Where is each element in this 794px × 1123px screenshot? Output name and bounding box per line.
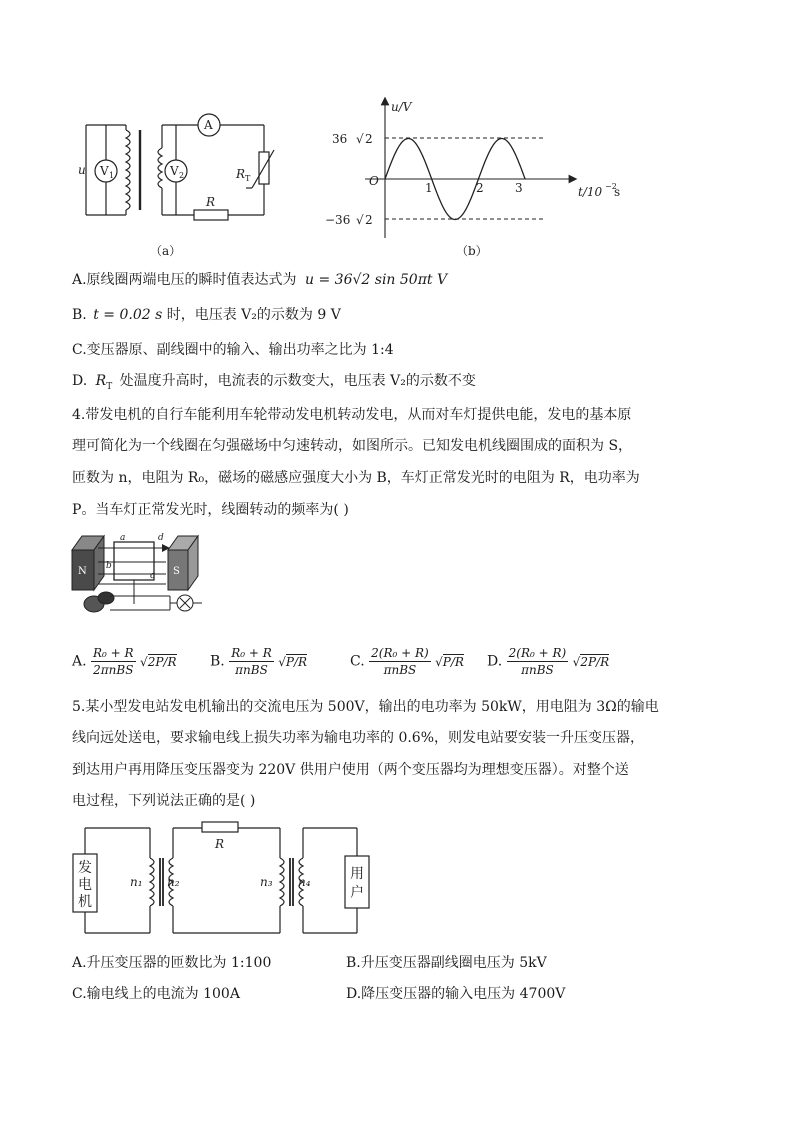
fig-a-r-label: R: [206, 195, 216, 209]
q4-stem-line-1: 4.带发电机的自行车能利用车轮带动发电机转动发电，从而对车灯提供电能，发电的基本原: [72, 407, 632, 423]
q3-option-d: [72, 371, 476, 397]
fig-b-origin: O: [369, 174, 379, 188]
q4-option-d-num: 2(R₀ + R): [508, 646, 567, 660]
fig-a-u-label: u: [78, 163, 86, 177]
fig-b-y-neg-rad: 2: [365, 213, 373, 227]
q5-option-a: A.升压变压器的匝数比为 1:100: [72, 955, 272, 971]
q3-option-b-pre: B.: [72, 307, 87, 323]
q5-stem-line-3: 到达用户再用降压变压器变为 220V 供用户使用（两个变压器均为理想变压器）。对整个送: [72, 762, 629, 778]
q5-fig-gen-2: 电: [78, 877, 92, 893]
fig-b-tick-2: 2: [476, 181, 484, 195]
q3-option-d-rt-sub: T: [106, 381, 113, 392]
q4-option-a: [72, 645, 177, 678]
q3-option-d-pre: D.: [72, 373, 88, 389]
fig-b-x-axis-unit: s: [614, 185, 621, 199]
q4-option-d-fraction: [507, 645, 569, 678]
q5-stem-line-4: 电过程，下列说法正确的是( ): [72, 793, 256, 809]
q4-option-d: [487, 645, 609, 678]
fig-b-y-pos-rad: 2: [365, 132, 373, 146]
q4-option-c-label: C.: [350, 653, 365, 670]
q4-option-b-sqrt: √P/R: [278, 654, 308, 669]
q3-option-d-rt: R: [95, 373, 107, 389]
q4-option-a-num: R₀ + R: [93, 646, 134, 660]
fig-b-caption: （b）: [456, 244, 488, 258]
q4-option-b-den: πnBS: [235, 663, 268, 677]
fig-b-y-pos: 36: [332, 132, 348, 146]
q4-option-b-fraction: [229, 645, 274, 678]
q4-stem-line-4: P。当车灯正常发光时，线圈转动的频率为( ): [72, 502, 349, 518]
q4-fig-a: a: [120, 533, 126, 543]
q5-fig-n1: n₁: [130, 875, 143, 889]
fig-b-x-axis-exp: −2: [605, 182, 617, 191]
q4-option-d-sqrt: √2P/R: [572, 654, 610, 669]
fig-b-y-axis-label: u/V: [391, 100, 412, 114]
q4-option-c-num: 2(R₀ + R): [371, 646, 429, 660]
fig-b-y-neg-sqrt: √: [356, 213, 364, 227]
q4-option-c: [350, 645, 464, 678]
q4-option-b: [210, 645, 307, 678]
q5-stem-line-1: 5.某小型发电站发电机输出的交流电压为 500V，输出的电功率为 50kW，用电阻为 3Ω的输电: [72, 699, 659, 715]
q5-fig-gen-3: 机: [78, 894, 92, 910]
q5-fig-r: R: [215, 837, 225, 851]
fig-a-caption: （a）: [150, 244, 182, 258]
q4-option-c-den: πnBS: [383, 663, 417, 677]
q4-option-d-label: D.: [487, 653, 503, 670]
q3-option-a-text: A.原线圈两端电压的瞬时值表达式为: [72, 272, 297, 288]
q3-option-a-expr: u = 36√2 sin 50πt V: [305, 272, 448, 288]
fig-a-v1-sub: 1: [109, 171, 115, 180]
q3-option-c: C.变压器原、副线圈中的输入、输出功率之比为 1:4: [72, 342, 394, 358]
figure-b-sine-graph: [325, 95, 625, 245]
q4-option-b-rad: P/R: [285, 654, 308, 669]
q3-option-b-time: t = 0.02 s: [93, 307, 163, 323]
q4-fig-b: b: [106, 561, 112, 571]
fig-a-v2-label: V: [170, 164, 179, 178]
q4-fig-s: S: [173, 566, 180, 577]
q4-generator-figure: [70, 528, 210, 633]
q5-fig-gen-1: 发: [78, 860, 92, 876]
q5-fig-user-2: 户: [350, 885, 364, 901]
q4-stem-line-3: 匝数为 n，电阻为 R₀，磁场的磁感应强度大小为 B，车灯正常发光时的电阻为 R，电功率为: [72, 470, 640, 486]
q3-option-b-post: 时，电压表 V₂的示数为 9 V: [166, 307, 341, 323]
q5-fig-n3: n₃: [260, 875, 273, 889]
fig-a-rt-sub: T: [245, 174, 251, 183]
fig-a-v1-label: V: [100, 164, 109, 178]
q5-transmission-circuit: [70, 818, 380, 943]
q5-stem-line-2: 线向远处送电，要求输电线上损失功率为输电功率的 0.6%，则发电站要安装一升压变压器，: [72, 730, 645, 746]
q4-option-a-den: 2πnBS: [93, 663, 134, 677]
q4-option-c-rad: P/R: [442, 654, 464, 669]
q4-option-a-label: A.: [72, 653, 87, 670]
q5-option-d: D.降压变压器的输入电压为 4700V: [346, 986, 566, 1002]
q4-option-c-sqrt: √P/R: [435, 654, 464, 669]
q4-option-a-fraction: [91, 645, 136, 678]
q4-option-a-sqrt: √2P/R: [140, 654, 177, 669]
q4-option-c-fraction: [369, 645, 431, 678]
q5-option-c: C.输电线上的电流为 100A: [72, 986, 240, 1002]
fig-a-v2-sub: 2: [179, 171, 185, 180]
fig-b-tick-3: 3: [515, 181, 523, 195]
q4-fig-d: d: [158, 533, 164, 543]
fig-a-ammeter-label: A: [204, 118, 213, 132]
q3-option-b: [72, 305, 341, 325]
q4-option-d-rad: 2P/R: [580, 654, 610, 669]
fig-b-x-axis-label: t/10: [578, 185, 603, 199]
q3-option-a: [72, 270, 447, 290]
q5-fig-user-1: 用: [350, 866, 364, 882]
q4-fig-n: N: [78, 566, 87, 577]
q4-fig-c: c: [150, 571, 156, 581]
q5-fig-n2: n₂: [167, 875, 180, 889]
q4-stem-line-2: 理可简化为一个线圈在匀强磁场中匀速转动，如图所示。已知发电机线圈围成的面积为 S，: [72, 438, 633, 454]
q3-option-d-post: 处温度升高时，电流表的示数变大，电压表 V₂的示数不变: [119, 373, 476, 389]
q4-option-a-rad: 2P/R: [147, 654, 177, 669]
sine-curve: [385, 137, 540, 219]
q4-option-b-num: R₀ + R: [231, 646, 272, 660]
fig-b-y-neg: −36: [325, 213, 351, 227]
figure-a-transformer-circuit: [76, 110, 276, 260]
fig-a-rt-label: R: [236, 167, 246, 181]
q4-option-b-label: B.: [210, 653, 225, 670]
fig-b-y-pos-sqrt: √: [356, 132, 364, 146]
q5-fig-n4: n₄: [298, 875, 311, 889]
q4-option-d-den: πnBS: [521, 663, 554, 677]
fig-b-tick-1: 1: [425, 181, 433, 195]
q5-option-b: B.升压变压器副线圈电压为 5kV: [346, 955, 547, 971]
